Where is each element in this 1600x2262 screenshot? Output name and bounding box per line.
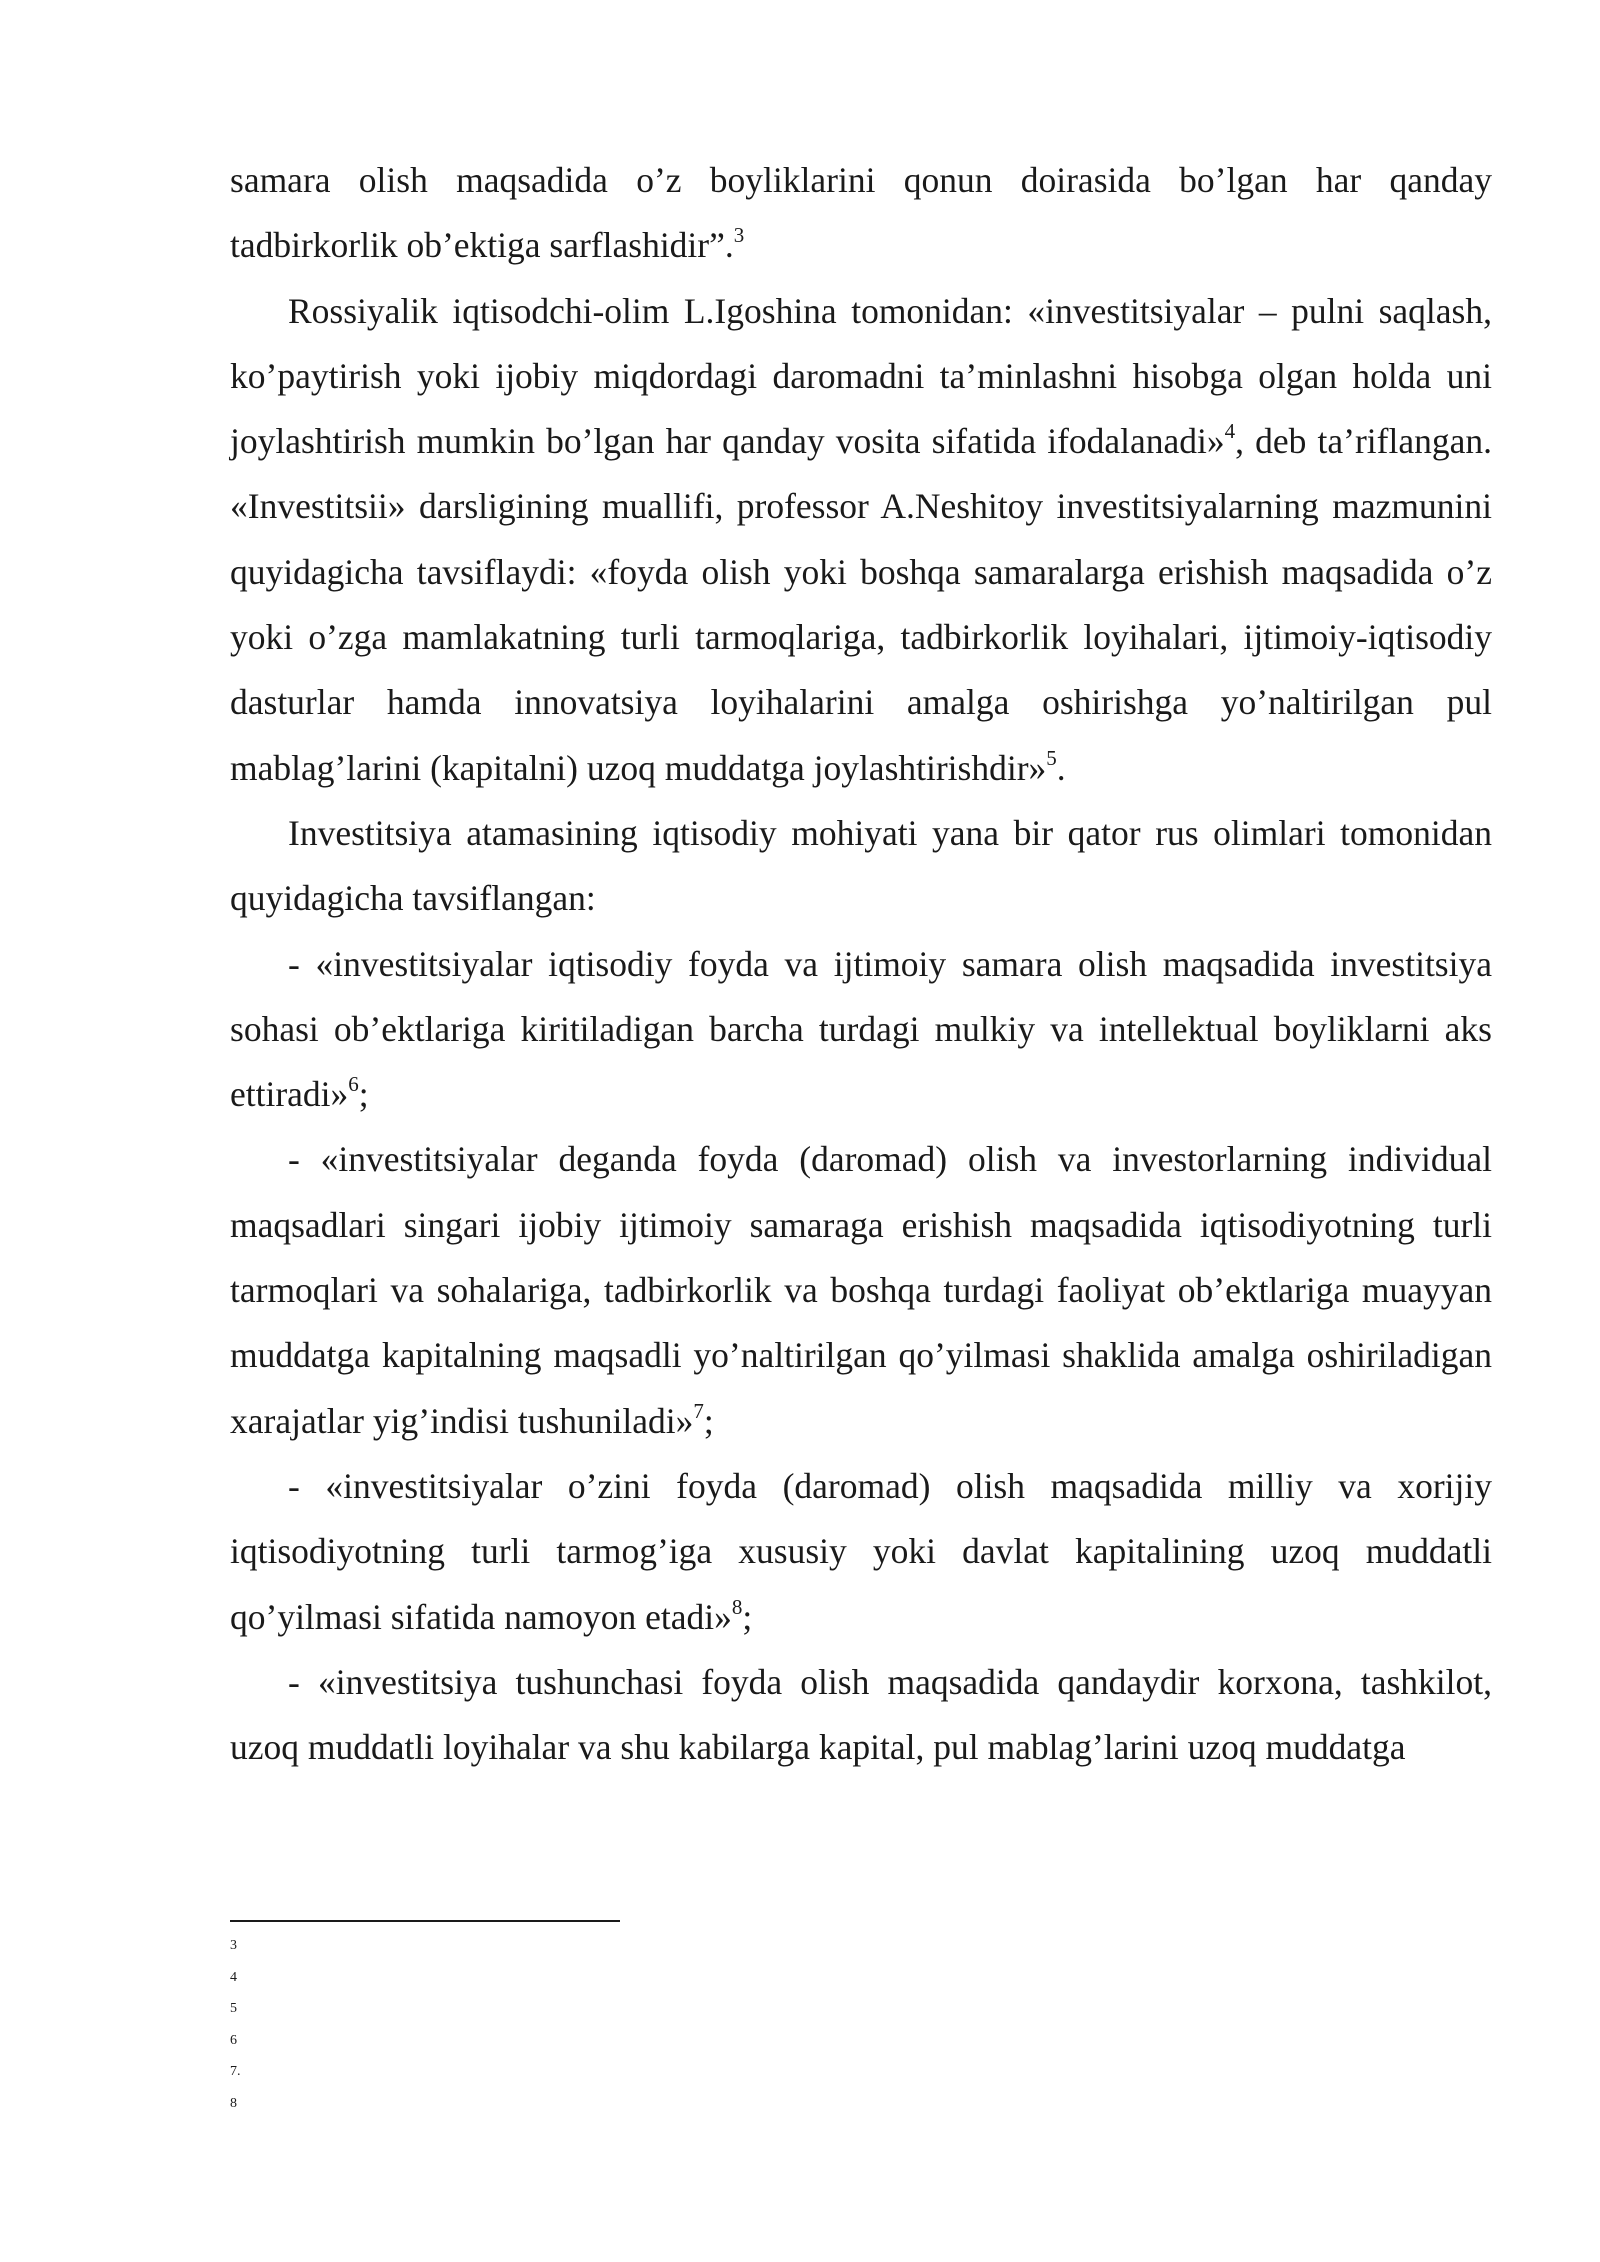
paragraph-text: ; (358, 1074, 369, 1115)
paragraph-text: , deb ta’riflangan. «Investitsii» darsligining muallifi, professor A.Neshitoy investitsiyalarning mazmunini quyidagicha tavsiflaydi: «foyda olish yoki boshqa samaralarga erishish maqsadida o’z yoki o’zga mamlakatning turli tarmoqlariga, tadbirkorlik loyihalari, ijtimoiy-iqtisodiy dasturlar hamda innovatsiya loyihalarini amalga oshirishga yo’naltirilgan pul mablag’larini (kapitalni) uzoq muddatga joylashtirishdir» (230, 421, 1492, 788)
footnote-number: 7 (230, 2064, 237, 2079)
body-text (230, 148, 1492, 1780)
paragraph (230, 932, 1492, 1128)
paragraph (230, 801, 1492, 932)
footnote-number: 3 (230, 1938, 237, 1953)
paragraph (230, 1127, 1492, 1453)
paragraph-text: - «investitsiya tushunchasi foyda olish maqsadida qandaydir korxona, tashkilot, uzoq muddatli loyihalar va shu kabilarga kapital, pul mablag’larini uzoq muddatga (230, 1661, 1492, 1768)
paragraph (230, 279, 1492, 801)
footnote-reference[interactable]: 3 (733, 223, 745, 248)
footnote-reference[interactable]: 7 (693, 1398, 704, 1423)
footnote-reference[interactable]: 8 (731, 1594, 743, 1619)
paragraph-text: - «investitsiyalar deganda foyda (daromad) olish va investorlarning individual maqsadlari singari ijobiy ijtimoiy samaraga erishish maqsadida iqtisodiyotning turli tarmoqlari va sohalariga, tadbirkorlik va boshqa turdagi faoliyat ob’ektlariga muayyan muddatga kapitalning maqsadli yo’naltirilgan qo’yilmasi shaklida amalga oshiriladigan xarajatlar yig’indisi tushuniladi» (230, 1139, 1492, 1441)
paragraph-text: ; (703, 1400, 714, 1441)
paragraph-text: - «investitsiyalar iqtisodiy foyda va ijtimoiy samara olish maqsadida investitsiya sohasi ob’ektlariga kiritiladigan barcha turdagi mulkiy va intellektual boyliklarni aks ettiradi» (230, 943, 1492, 1115)
footnote-number: 5 (230, 2001, 237, 2016)
footnote-number: 8 (230, 2095, 237, 2111)
footnote-reference[interactable]: 6 (348, 1072, 359, 1097)
paragraph-text: - «investitsiyalar o’zini foyda (daromad) olish maqsadida milliy va xorijiy iqtisodiyotning turli tarmog’iga xususiy yoki davlat kapitalining uzoq muddatli qo’yilmasi sifatida namoyon etadi» (230, 1465, 1492, 1637)
paragraph (230, 1650, 1492, 1781)
footnotes (230, 1930, 1030, 2119)
paragraph-text: Investitsiya atamasining iqtisodiy mohiyati yana bir qator rus olimlari tomonidan quyidagicha tavsiflangan: (230, 812, 1492, 919)
footnote-reference[interactable]: 4 (1224, 419, 1236, 444)
paragraph-text: Rossiyalik iqtisodchi-olim L.Igoshina tomonidan: «investitsiyalar – pulni saqlash, ko’paytirish yoki ijobiy miqdordagi daromadni ta’minlashni hisobga olgan holda uni joylashtirish mumkin bo’lgan har qanday vosita sifatida ifodalanadi» (230, 290, 1492, 462)
paragraph-text: ; (742, 1596, 753, 1637)
footnote-separator (230, 1920, 620, 1922)
footnote-item (230, 1993, 1030, 2025)
paragraph (230, 148, 1492, 279)
paragraph (230, 1454, 1492, 1650)
footnote-number: 6 (230, 2032, 237, 2048)
footnote-reference[interactable]: 5 (1046, 745, 1057, 770)
footnote-text: . (237, 2064, 241, 2079)
paragraph-text: samara olish maqsadida o’z boyliklarini qonun doirasida bo’lgan har qanday tadbirkorlik ob’ektiga sarflashidir”. (230, 160, 1492, 266)
footnote-item (230, 1962, 1030, 1994)
footnote-number: 4 (230, 1969, 237, 1985)
footnote-item (230, 2025, 1030, 2057)
footnote-item (230, 2088, 1030, 2120)
footnote-item (230, 1930, 1030, 1962)
paragraph-text: . (1056, 747, 1066, 788)
footnote-item (230, 2056, 1030, 2088)
